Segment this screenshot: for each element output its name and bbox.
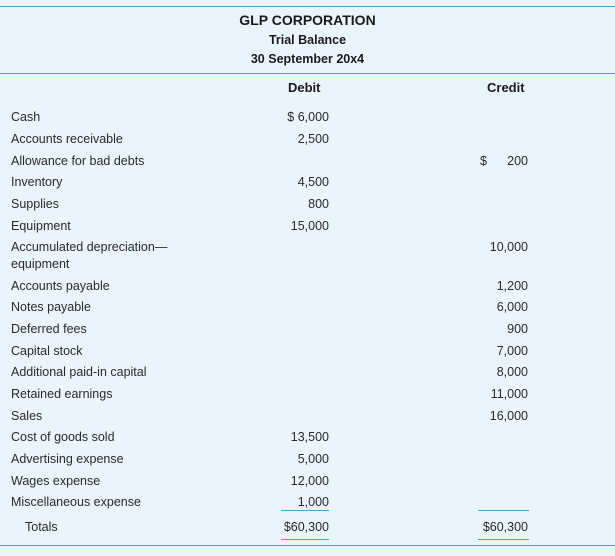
bottom-rule: [0, 545, 615, 546]
account-name: Sales: [11, 409, 43, 423]
table-row: [0, 494, 615, 514]
account-name: Accounts payable: [11, 279, 110, 293]
table-row: [0, 153, 615, 173]
debit-column-header: Debit: [288, 80, 321, 95]
account-name: Inventory: [11, 175, 63, 189]
account-name: Notes payable: [11, 300, 91, 314]
table-row: [0, 131, 615, 151]
table-row: [0, 364, 615, 384]
table-row: [0, 386, 615, 406]
account-name: Advertising expense: [11, 452, 124, 466]
table-row: [0, 109, 615, 129]
table-row: [0, 408, 615, 428]
credit-amount: 7,000: [496, 344, 528, 358]
account-name: Equipment: [11, 219, 71, 233]
debit-amount: 800: [308, 197, 329, 211]
table-row: [0, 343, 615, 363]
account-name: Miscellaneous expense: [11, 495, 141, 509]
account-name: Accounts receivable: [11, 132, 123, 146]
credit-amount: 900: [507, 322, 528, 336]
statement-date: 30 September 20x4: [250, 52, 365, 66]
statement-title: Trial Balance: [268, 33, 347, 47]
table-row: [0, 321, 615, 341]
totals-label: Totals: [25, 520, 58, 534]
header-rule: [0, 73, 615, 74]
totals-credit: $60,300: [482, 520, 528, 534]
totals-debit: $60,300: [283, 520, 329, 534]
account-name: Cash: [11, 110, 41, 124]
account-name: Cost of goods sold: [11, 430, 115, 444]
credit-amount: 16,000: [489, 409, 528, 423]
debit-amount: 5,000: [297, 452, 329, 466]
credit-total-rule: [478, 510, 529, 511]
debit-amount: 1,000: [297, 495, 329, 509]
table-row: [0, 451, 615, 471]
top-rule: [0, 6, 615, 7]
debit-amount: 13,500: [290, 430, 329, 444]
credit-dollar-sign: $: [480, 154, 487, 168]
table-row: [0, 429, 615, 449]
debit-amount: 4,500: [297, 175, 329, 189]
table-row: [0, 299, 615, 319]
credit-amount: 6,000: [496, 300, 528, 314]
account-name: Retained earnings: [11, 387, 113, 401]
account-name: Deferred fees: [11, 322, 87, 336]
table-row: [0, 196, 615, 216]
table-row: [0, 239, 615, 271]
account-name: Supplies: [11, 197, 59, 211]
credit-amount: 10,000: [489, 240, 528, 254]
credit-double-rule: [478, 539, 529, 540]
credit-amount: 1,200: [496, 279, 528, 293]
account-name: Allowance for bad debts: [11, 154, 145, 168]
debit-amount: 12,000: [290, 474, 329, 488]
debit-amount: $ 6,000: [287, 110, 329, 124]
debit-double-rule: [281, 539, 329, 540]
totals-row: [0, 519, 615, 539]
credit-amount: 11,000: [490, 387, 528, 401]
table-row: [0, 218, 615, 238]
credit-amount: 200: [507, 154, 528, 168]
table-row: [0, 174, 615, 194]
debit-amount: 15,000: [290, 219, 329, 233]
account-name: Wages expense: [11, 474, 101, 488]
account-name: Additional paid-in capital: [11, 365, 147, 379]
credit-amount: 8,000: [496, 365, 528, 379]
table-row: [0, 473, 615, 493]
company-name: GLP CORPORATION: [239, 12, 376, 28]
account-name-continued: equipment: [11, 257, 70, 271]
credit-column-header: Credit: [487, 80, 525, 95]
table-row: [0, 278, 615, 298]
debit-total-rule: [281, 510, 329, 511]
debit-amount: 2,500: [297, 132, 329, 146]
account-name: Capital stock: [11, 344, 83, 358]
account-name: Accumulated depreciation—: [11, 240, 168, 254]
